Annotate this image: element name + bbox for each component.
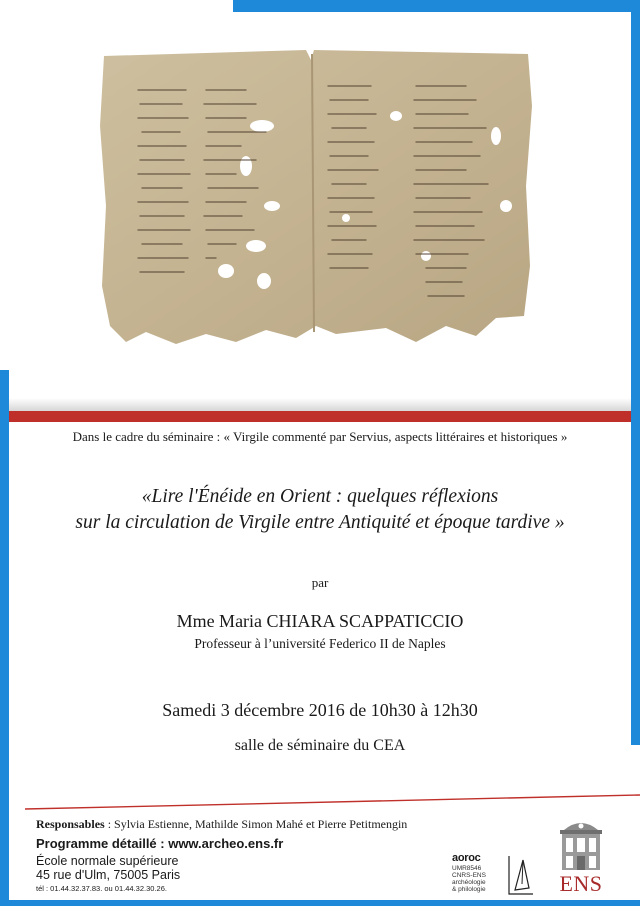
lecture-title	[0, 484, 640, 536]
par-label: par	[311, 575, 329, 590]
aoroc-line2: CNRS-ENS	[452, 872, 486, 879]
pen-nib-icon	[507, 854, 535, 896]
aoroc-line4: & philologie	[452, 886, 486, 893]
divider-shadow	[9, 398, 631, 411]
aoroc-line1: UMR8546	[452, 865, 482, 872]
ens-label: ENS	[559, 871, 603, 896]
event-date: Samedi 3 décembre 2016 de 10h30 à 12h30	[162, 700, 478, 720]
divider-red-band	[9, 411, 631, 422]
speaker-name: Mme Maria CHIARA SCAPPATICCIO	[176, 611, 464, 631]
programme-link[interactable]	[36, 836, 283, 851]
right-blue-bar	[631, 0, 640, 745]
speaker-role: Professeur à l’université Federico II de Naples	[194, 636, 446, 651]
lecture-title-line1: «Lire l'Énéide en Orient : quelques réflexions	[141, 486, 499, 507]
papyrus-manuscript-image	[96, 46, 536, 348]
lecture-title-line2: sur la circulation de Virgile entre Antiquité et époque tardive »	[75, 512, 565, 533]
address	[36, 855, 180, 882]
aoroc-logo	[452, 852, 542, 900]
programme-url: : www.archeo.ens.fr	[156, 836, 284, 851]
ens-building-icon	[550, 818, 612, 872]
aoroc-name: aoroc	[452, 852, 481, 864]
seminar-context: Dans le cadre du séminaire : « Virgile commenté par Servius, aspects littéraires et historiques »	[72, 429, 568, 444]
top-blue-bar	[233, 0, 640, 12]
bottom-blue-bar	[0, 900, 640, 906]
address-line1: École normale supérieure	[36, 854, 179, 868]
responsables	[36, 817, 407, 832]
telephone: tél : 01.44.32.37.83. ou 01.44.32.30.26.	[36, 884, 167, 893]
event-venue: salle de séminaire du CEA	[234, 737, 406, 754]
address-line2: 45 rue d'Ulm, 75005 Paris	[36, 867, 181, 882]
footer-red-line	[25, 793, 640, 811]
programme-label: Programme détaillé	[36, 836, 157, 851]
aoroc-details	[452, 865, 486, 893]
responsables-label: Responsables	[36, 817, 105, 831]
ens-logo	[550, 818, 612, 898]
responsables-names: : Sylvia Estienne, Mathilde Simon Mahé et Pierre Petitmengin	[104, 817, 408, 831]
aoroc-line3: archéologie	[452, 879, 486, 886]
